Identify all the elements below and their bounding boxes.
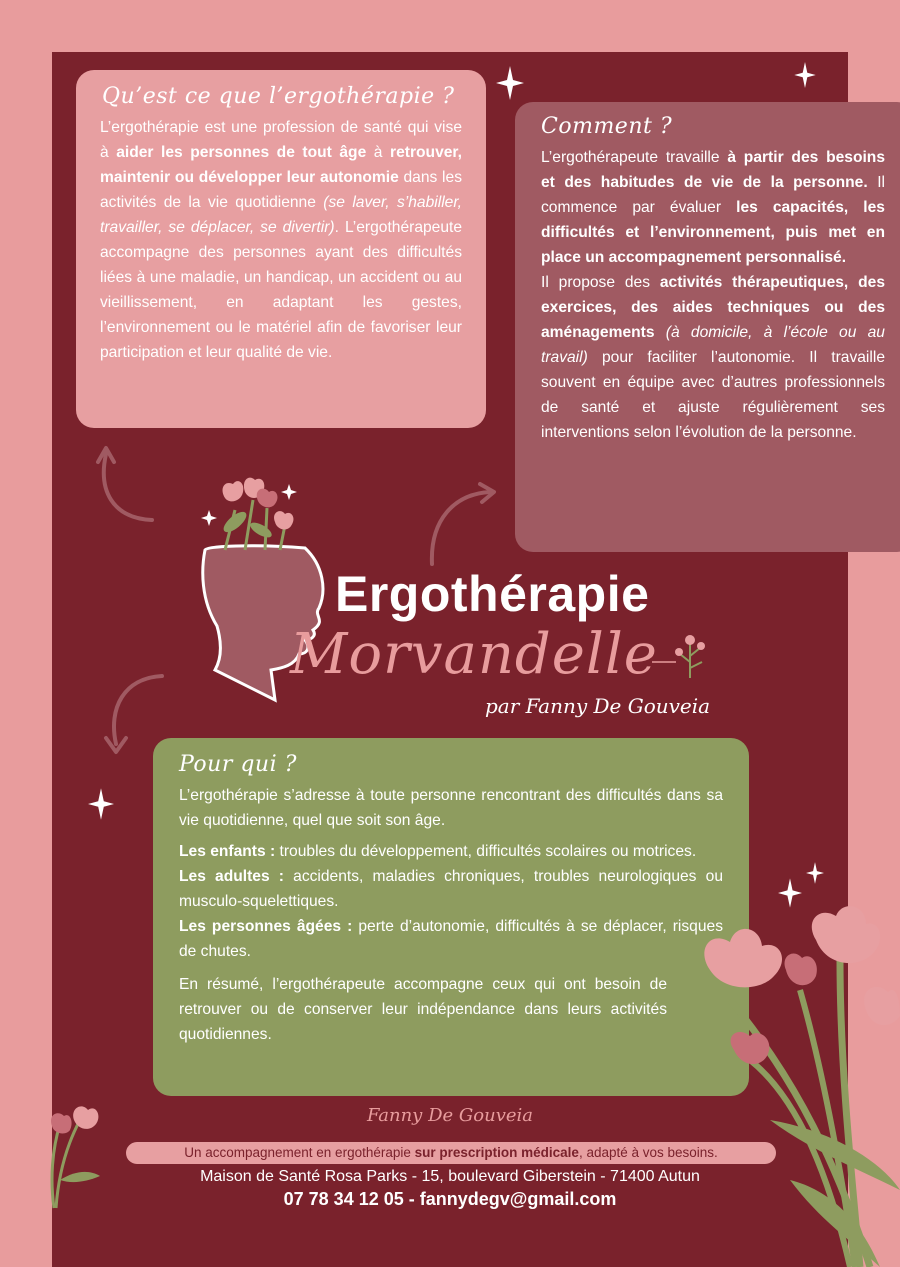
text-bold: les capacités, les difficultés et l’environnement, puis met en place un accompagnement personnalisé.	[541, 199, 885, 266]
card-how-text-2	[541, 270, 885, 445]
text-segment: Un accompagnement en ergothérapie	[184, 1145, 415, 1160]
text-bold: retrouver, maintenir ou développer leur autonomie	[100, 144, 462, 186]
curved-arrow-icon	[100, 668, 170, 758]
text-segment	[655, 324, 666, 341]
logo-subtitle: Morvandelle	[290, 622, 658, 687]
text-segment: dans les activités de la vie quotidienne	[100, 169, 462, 211]
text-italic: (à domicile, à l’école ou au travail)	[541, 324, 885, 366]
text-segment: , adapté à vos besoins.	[578, 1145, 718, 1160]
curved-arrow-icon	[424, 480, 504, 570]
text-bold: à partir des besoins et des habitudes de vie de la personne.	[541, 149, 886, 191]
list-item	[179, 864, 723, 914]
card-who	[153, 738, 749, 1096]
list-item-label: Les adultes :	[179, 868, 284, 885]
list-item-text: perte d’autonomie, difficultés à se déplacer, risques de chutes.	[179, 918, 723, 960]
list-item	[179, 914, 723, 964]
text-segment: pour faciliter l’autonomie. Il travaille souvent en équipe avec d’autres professionnels de santé et ajuste régulièrement ses interventions selon l’évolution de la personne.	[541, 349, 885, 441]
sparkle-icon	[794, 62, 816, 88]
footer-address: Maison de Santé Rosa Parks - 15, boulevard Giberstein - 71400 Autun	[200, 1168, 700, 1185]
logo-byline: par Fanny De Gouveia	[485, 694, 711, 718]
card-what-is-title: Qu’est ce que l’ergothérapie ?	[102, 84, 455, 109]
tulips-decoration	[690, 900, 900, 1267]
sparkle-icon	[88, 788, 114, 820]
tulip-bouquet-icon	[220, 478, 293, 550]
card-what-is-text	[100, 115, 462, 365]
sparkle-icon	[496, 66, 524, 100]
text-segment: L’ergothérapeute travaille	[541, 149, 728, 166]
prescription-note	[126, 1142, 776, 1164]
text-segment: L’ergothérapie est une profession de santé qui vise à	[100, 119, 462, 161]
text-segment: Il propose des	[541, 274, 660, 291]
footer-signature: Fanny De Gouveia	[367, 1105, 533, 1126]
list-item-label: Les personnes âgées :	[179, 918, 353, 935]
list-item-label: Les enfants :	[179, 843, 276, 860]
text-segment: Il commence par évaluer	[541, 174, 885, 216]
text-bold: sur prescription médicale	[414, 1145, 579, 1160]
list-item-text: accidents, maladies chroniques, troubles neurologiques ou musculo-squelettiques.	[179, 868, 723, 910]
logo-title: Ergothérapie	[335, 566, 650, 622]
card-what-is	[76, 70, 486, 428]
card-how-text-1	[541, 145, 885, 270]
text-bold: activités thérapeutiques, des exercices, des aides techniques ou des aménagements	[541, 274, 885, 341]
text-italic: (se laver, s’habiller, travailler, se déplacer, se divertir)	[100, 194, 462, 236]
sparkle-icon	[806, 862, 824, 884]
curved-arrow-icon	[92, 440, 162, 530]
footer-contact: 07 78 34 12 05 - fannydegv@gmail.com	[283, 1189, 617, 1209]
card-how-title: Comment ?	[541, 114, 673, 139]
card-who-intro: L’ergothérapie s’adresse à toute personne rencontrant des difficultés dans sa vie quotidienne, quel que soit son âge.	[179, 787, 723, 829]
card-who-summary: En résumé, l’ergothérapeute accompagne ceux qui ont besoin de retrouver ou de conserver leur indépendance dans leurs activités quotidiennes.	[179, 976, 667, 1043]
small-flower-icon	[650, 632, 720, 682]
card-how	[515, 102, 900, 552]
text-segment: . L’ergothérapeute accompagne des personnes ayant des difficultés liées à une maladie, un handicap, un accident ou au vieillissement, en adaptant les gestes, l’environnement ou le matériel afin de favoriser leur participation et leur qualité de vie.	[100, 219, 463, 361]
card-who-title: Pour qui ?	[179, 752, 297, 777]
list-item-text: troubles du développement, difficultés scolaires ou motrices.	[275, 843, 697, 860]
text-bold: aider les personnes de tout âge	[116, 144, 367, 161]
list-item	[179, 839, 723, 864]
text-segment: à	[366, 144, 391, 161]
